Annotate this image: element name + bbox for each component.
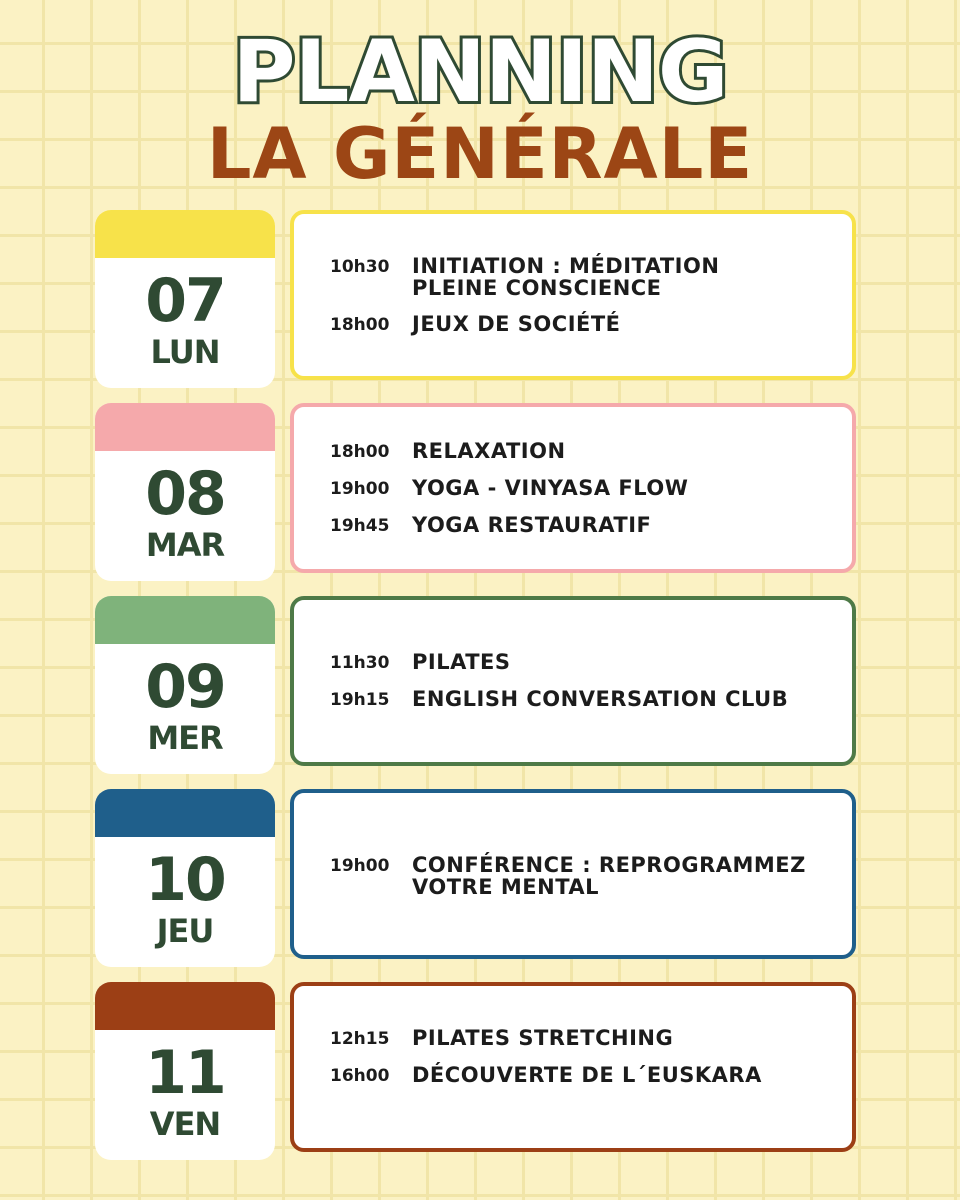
calendar-date	[95, 210, 275, 388]
event-title: JEUX DE SOCIÉTÉ	[412, 311, 621, 336]
event-title: YOGA RESTAURATIF	[412, 512, 652, 537]
event-item	[330, 313, 812, 336]
event-item	[330, 514, 812, 537]
page-subtitle: LA GÉNÉRALE	[206, 113, 754, 195]
event-item	[330, 688, 812, 711]
event-title: YOGA - VINYASA FLOW	[412, 475, 689, 500]
calendar-date	[95, 403, 275, 581]
events-box	[290, 210, 856, 380]
event-item	[330, 477, 812, 500]
weekday-label: VEN	[149, 1105, 221, 1143]
weekday-label: JEU	[156, 912, 214, 950]
calendar-date	[95, 789, 275, 967]
event-item	[330, 854, 812, 898]
event-time: 19h00	[330, 478, 390, 499]
event-title: PILATES	[412, 650, 511, 674]
calendar-header-band	[95, 403, 275, 451]
event-item	[330, 440, 812, 463]
calendar-header-band	[95, 596, 275, 644]
events-box	[290, 403, 856, 573]
day-row	[0, 596, 960, 774]
day-row	[0, 403, 960, 581]
calendar-header-band	[95, 982, 275, 1030]
day-row	[0, 789, 960, 967]
page-title: PLANNING	[232, 22, 728, 122]
event-time: 19h00	[330, 856, 390, 876]
day-row	[0, 210, 960, 388]
event-title: ENGLISH CONVERSATION CLUB	[412, 687, 789, 711]
event-time: 18h00	[330, 314, 390, 335]
event-time: 19h15	[330, 690, 390, 710]
calendar-date	[95, 982, 275, 1160]
day-row	[0, 982, 960, 1160]
event-item	[330, 651, 812, 674]
event-title: DÉCOUVERTE DE L´EUSKARA	[412, 1063, 762, 1087]
day-number: 09	[145, 652, 225, 722]
day-number: 11	[145, 1038, 225, 1108]
event-time: 18h00	[330, 441, 390, 462]
event-title: INITIATION : MÉDITATION PLEINE CONSCIENCE	[412, 253, 720, 300]
events-box	[290, 982, 856, 1152]
weekday-label: MER	[147, 719, 223, 757]
day-number: 08	[145, 459, 225, 529]
calendar-header-band	[95, 789, 275, 837]
day-number: 10	[145, 845, 225, 915]
event-time: 11h30	[330, 653, 390, 673]
event-item	[330, 255, 812, 299]
event-time: 16h00	[330, 1066, 390, 1086]
event-title: CONFÉRENCE : REPROGRAMMEZ VOTRE MENTAL	[412, 853, 806, 899]
event-item	[330, 1027, 812, 1050]
event-time: 12h15	[330, 1029, 390, 1049]
weekday-label: MAR	[145, 526, 225, 564]
event-title: RELAXATION	[412, 438, 566, 463]
events-box	[290, 789, 856, 959]
calendar-header-band	[95, 210, 275, 258]
events-box	[290, 596, 856, 766]
calendar-date	[95, 596, 275, 774]
event-item	[330, 1064, 812, 1087]
day-number: 07	[145, 266, 225, 336]
weekday-label: LUN	[150, 333, 220, 371]
event-title: PILATES STRETCHING	[412, 1026, 674, 1050]
event-time: 10h30	[330, 256, 390, 277]
event-time: 19h45	[330, 515, 390, 536]
